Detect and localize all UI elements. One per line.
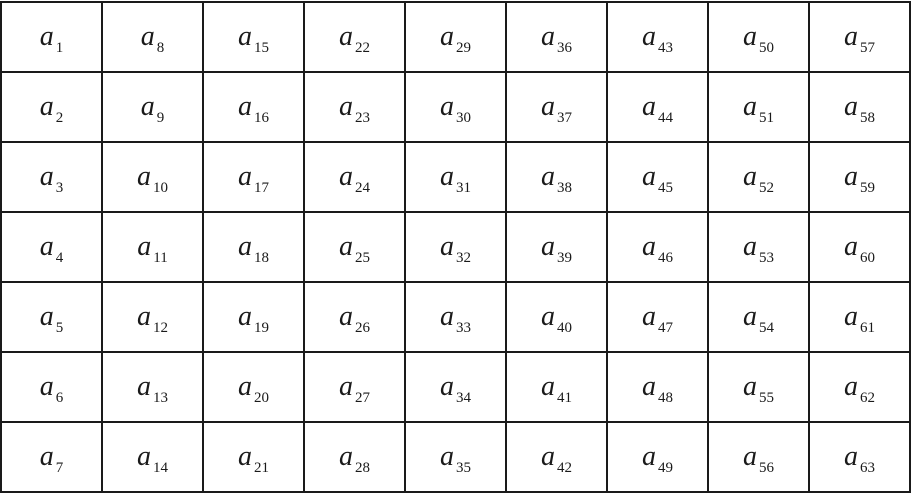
cell-variable: a — [541, 91, 555, 122]
cell-subscript: 3 — [55, 180, 64, 196]
grid-cell — [809, 2, 910, 72]
cell-variable: a — [339, 371, 353, 402]
grid-cell — [809, 352, 910, 422]
cell-subscript: 5 — [55, 320, 64, 336]
grid-row — [1, 142, 910, 212]
cell-subscript: 23 — [355, 110, 370, 126]
cell-subscript: 51 — [759, 110, 774, 126]
cell-variable: a — [238, 231, 252, 262]
grid-cell — [1, 422, 102, 492]
cell-variable: a — [39, 441, 54, 472]
cell-subscript: 16 — [254, 110, 269, 126]
grid-row — [1, 2, 910, 72]
grid-cell — [809, 142, 910, 212]
cell-variable: a — [140, 91, 155, 122]
grid-cell — [1, 142, 102, 212]
cell-subscript: 28 — [355, 460, 370, 476]
grid-cell — [405, 422, 506, 492]
cell-subscript: 35 — [456, 460, 471, 476]
cell-variable: a — [642, 371, 656, 402]
cell-subscript: 6 — [55, 390, 64, 406]
cell-variable: a — [844, 301, 858, 332]
cell-variable: a — [642, 441, 656, 472]
cell-variable: a — [541, 21, 555, 52]
cell-subscript: 48 — [658, 390, 673, 406]
grid-cell — [1, 212, 102, 282]
grid-cell — [708, 422, 809, 492]
cell-variable: a — [642, 91, 656, 122]
cell-subscript: 13 — [153, 390, 168, 406]
cell-variable: a — [743, 91, 757, 122]
cell-variable: a — [39, 371, 54, 402]
cell-subscript: 9 — [156, 110, 165, 126]
grid-cell — [405, 352, 506, 422]
cell-subscript: 47 — [658, 320, 673, 336]
cell-variable: a — [844, 231, 858, 262]
cell-subscript: 21 — [254, 460, 269, 476]
cell-variable: a — [339, 161, 353, 192]
grid-cell — [708, 282, 809, 352]
cell-subscript: 53 — [759, 250, 774, 266]
cell-variable: a — [339, 301, 353, 332]
cell-variable: a — [440, 21, 454, 52]
grid-cell — [304, 142, 405, 212]
cell-variable: a — [238, 21, 252, 52]
grid-cell — [607, 72, 708, 142]
grid-cell — [607, 212, 708, 282]
cell-subscript: 39 — [557, 250, 572, 266]
grid-row — [1, 352, 910, 422]
cell-variable: a — [743, 371, 757, 402]
cell-variable: a — [844, 441, 858, 472]
cell-subscript: 27 — [355, 390, 370, 406]
cell-subscript: 24 — [355, 180, 370, 196]
cell-variable: a — [137, 231, 152, 262]
grid-cell — [506, 212, 607, 282]
cell-subscript: 38 — [557, 180, 572, 196]
cell-variable: a — [844, 161, 858, 192]
grid-cell — [102, 142, 203, 212]
cell-subscript: 12 — [153, 320, 168, 336]
cell-subscript: 52 — [759, 180, 774, 196]
cell-variable: a — [440, 91, 454, 122]
cell-variable: a — [844, 371, 858, 402]
grid-cell — [809, 282, 910, 352]
grid-row — [1, 282, 910, 352]
grid-cell — [506, 72, 607, 142]
grid-row — [1, 422, 910, 492]
cell-subscript: 60 — [860, 250, 875, 266]
grid-row — [1, 72, 910, 142]
grid-cell — [1, 2, 102, 72]
grid-cell — [203, 352, 304, 422]
grid-cell — [405, 282, 506, 352]
grid-cell — [506, 142, 607, 212]
cell-variable: a — [238, 301, 252, 332]
grid-cell — [708, 72, 809, 142]
cell-subscript: 42 — [557, 460, 572, 476]
grid-cell — [1, 352, 102, 422]
grid-cell — [607, 2, 708, 72]
grid-cell — [708, 2, 809, 72]
cell-variable: a — [440, 161, 454, 192]
cell-subscript: 54 — [759, 320, 774, 336]
cell-subscript: 29 — [456, 40, 471, 56]
grid-cell — [102, 2, 203, 72]
grid-cell — [304, 422, 405, 492]
cell-variable: a — [440, 231, 454, 262]
cell-subscript: 15 — [254, 40, 269, 56]
cell-variable: a — [39, 21, 54, 52]
cell-subscript: 33 — [456, 320, 471, 336]
cell-variable: a — [642, 21, 656, 52]
cell-subscript: 30 — [456, 110, 471, 126]
cell-variable: a — [440, 301, 454, 332]
cell-variable: a — [39, 231, 54, 262]
cell-subscript: 34 — [456, 390, 471, 406]
cell-subscript: 43 — [658, 40, 673, 56]
cell-subscript: 2 — [55, 110, 64, 126]
cell-variable: a — [238, 91, 252, 122]
cell-variable: a — [541, 161, 555, 192]
cell-subscript: 10 — [153, 180, 168, 196]
grid-cell — [405, 2, 506, 72]
cell-subscript: 49 — [658, 460, 673, 476]
cell-variable: a — [743, 441, 757, 472]
cell-variable: a — [339, 91, 353, 122]
cell-subscript: 17 — [254, 180, 269, 196]
cell-subscript: 41 — [557, 390, 572, 406]
cell-variable: a — [642, 161, 656, 192]
grid-cell — [1, 282, 102, 352]
cell-subscript: 61 — [860, 320, 875, 336]
grid-cell — [102, 282, 203, 352]
grid-cell — [203, 212, 304, 282]
grid-cell — [506, 422, 607, 492]
grid-cell — [203, 72, 304, 142]
cell-subscript: 55 — [759, 390, 774, 406]
cell-subscript: 4 — [55, 250, 64, 266]
grid-cell — [506, 2, 607, 72]
cell-subscript: 44 — [658, 110, 673, 126]
cell-subscript: 1 — [55, 40, 64, 56]
cell-subscript: 25 — [355, 250, 370, 266]
grid-cell — [203, 2, 304, 72]
grid-cell — [809, 422, 910, 492]
grid-cell — [708, 352, 809, 422]
cell-variable: a — [39, 301, 54, 332]
cell-variable: a — [541, 301, 555, 332]
cell-subscript: 19 — [254, 320, 269, 336]
cell-variable: a — [339, 21, 353, 52]
cell-subscript: 14 — [153, 460, 168, 476]
grid-cell — [607, 282, 708, 352]
cell-variable: a — [743, 21, 757, 52]
grid-cell — [102, 72, 203, 142]
cell-subscript: 11 — [153, 250, 168, 266]
cell-variable: a — [743, 161, 757, 192]
cell-variable: a — [642, 301, 656, 332]
cell-variable: a — [238, 441, 252, 472]
grid-cell — [708, 142, 809, 212]
cell-variable: a — [238, 371, 252, 402]
grid-body — [1, 2, 910, 492]
grid-cell — [1, 72, 102, 142]
cell-variable: a — [238, 161, 252, 192]
grid-cell — [809, 212, 910, 282]
grid-cell — [405, 212, 506, 282]
cell-subscript: 31 — [456, 180, 471, 196]
cell-variable: a — [137, 441, 151, 472]
grid-row — [1, 212, 910, 282]
cell-variable: a — [140, 21, 155, 52]
cell-subscript: 62 — [860, 390, 875, 406]
cell-subscript: 36 — [557, 40, 572, 56]
cell-subscript: 46 — [658, 250, 673, 266]
cell-variable: a — [137, 161, 151, 192]
grid-cell — [304, 352, 405, 422]
cell-subscript: 8 — [156, 40, 165, 56]
cell-subscript: 50 — [759, 40, 774, 56]
cell-subscript: 37 — [557, 110, 572, 126]
grid-cell — [607, 352, 708, 422]
grid-cell — [304, 72, 405, 142]
cell-subscript: 32 — [456, 250, 471, 266]
cell-variable: a — [339, 231, 353, 262]
grid-cell — [809, 72, 910, 142]
grid-cell — [607, 422, 708, 492]
cell-variable: a — [339, 441, 353, 472]
cell-variable: a — [743, 231, 757, 262]
cell-subscript: 20 — [254, 390, 269, 406]
cell-variable: a — [642, 231, 656, 262]
grid-cell — [304, 282, 405, 352]
cell-subscript: 45 — [658, 180, 673, 196]
cell-subscript: 26 — [355, 320, 370, 336]
subscript-grid — [0, 1, 911, 493]
grid-cell — [405, 142, 506, 212]
cell-variable: a — [743, 301, 757, 332]
cell-subscript: 7 — [55, 460, 64, 476]
cell-variable: a — [440, 371, 454, 402]
cell-variable: a — [137, 371, 151, 402]
cell-variable: a — [844, 21, 858, 52]
cell-subscript: 40 — [557, 320, 572, 336]
cell-variable: a — [440, 441, 454, 472]
cell-variable: a — [541, 371, 555, 402]
cell-variable: a — [541, 231, 555, 262]
grid-cell — [304, 212, 405, 282]
grid-cell — [203, 142, 304, 212]
grid-cell — [506, 352, 607, 422]
grid-cell — [102, 422, 203, 492]
grid-cell — [607, 142, 708, 212]
cell-variable: a — [541, 441, 555, 472]
cell-subscript: 63 — [860, 460, 875, 476]
cell-variable: a — [39, 161, 54, 192]
grid-cell — [405, 72, 506, 142]
cell-subscript: 58 — [860, 110, 875, 126]
grid-cell — [203, 282, 304, 352]
cell-subscript: 56 — [759, 460, 774, 476]
grid-cell — [102, 352, 203, 422]
cell-subscript: 59 — [860, 180, 875, 196]
cell-variable: a — [39, 91, 54, 122]
grid-cell — [304, 2, 405, 72]
grid-cell — [203, 422, 304, 492]
cell-variable: a — [137, 301, 151, 332]
cell-variable: a — [844, 91, 858, 122]
grid-cell — [506, 282, 607, 352]
grid-cell — [708, 212, 809, 282]
cell-subscript: 18 — [254, 250, 269, 266]
cell-subscript: 22 — [355, 40, 370, 56]
grid-cell — [102, 212, 203, 282]
cell-subscript: 57 — [860, 40, 875, 56]
